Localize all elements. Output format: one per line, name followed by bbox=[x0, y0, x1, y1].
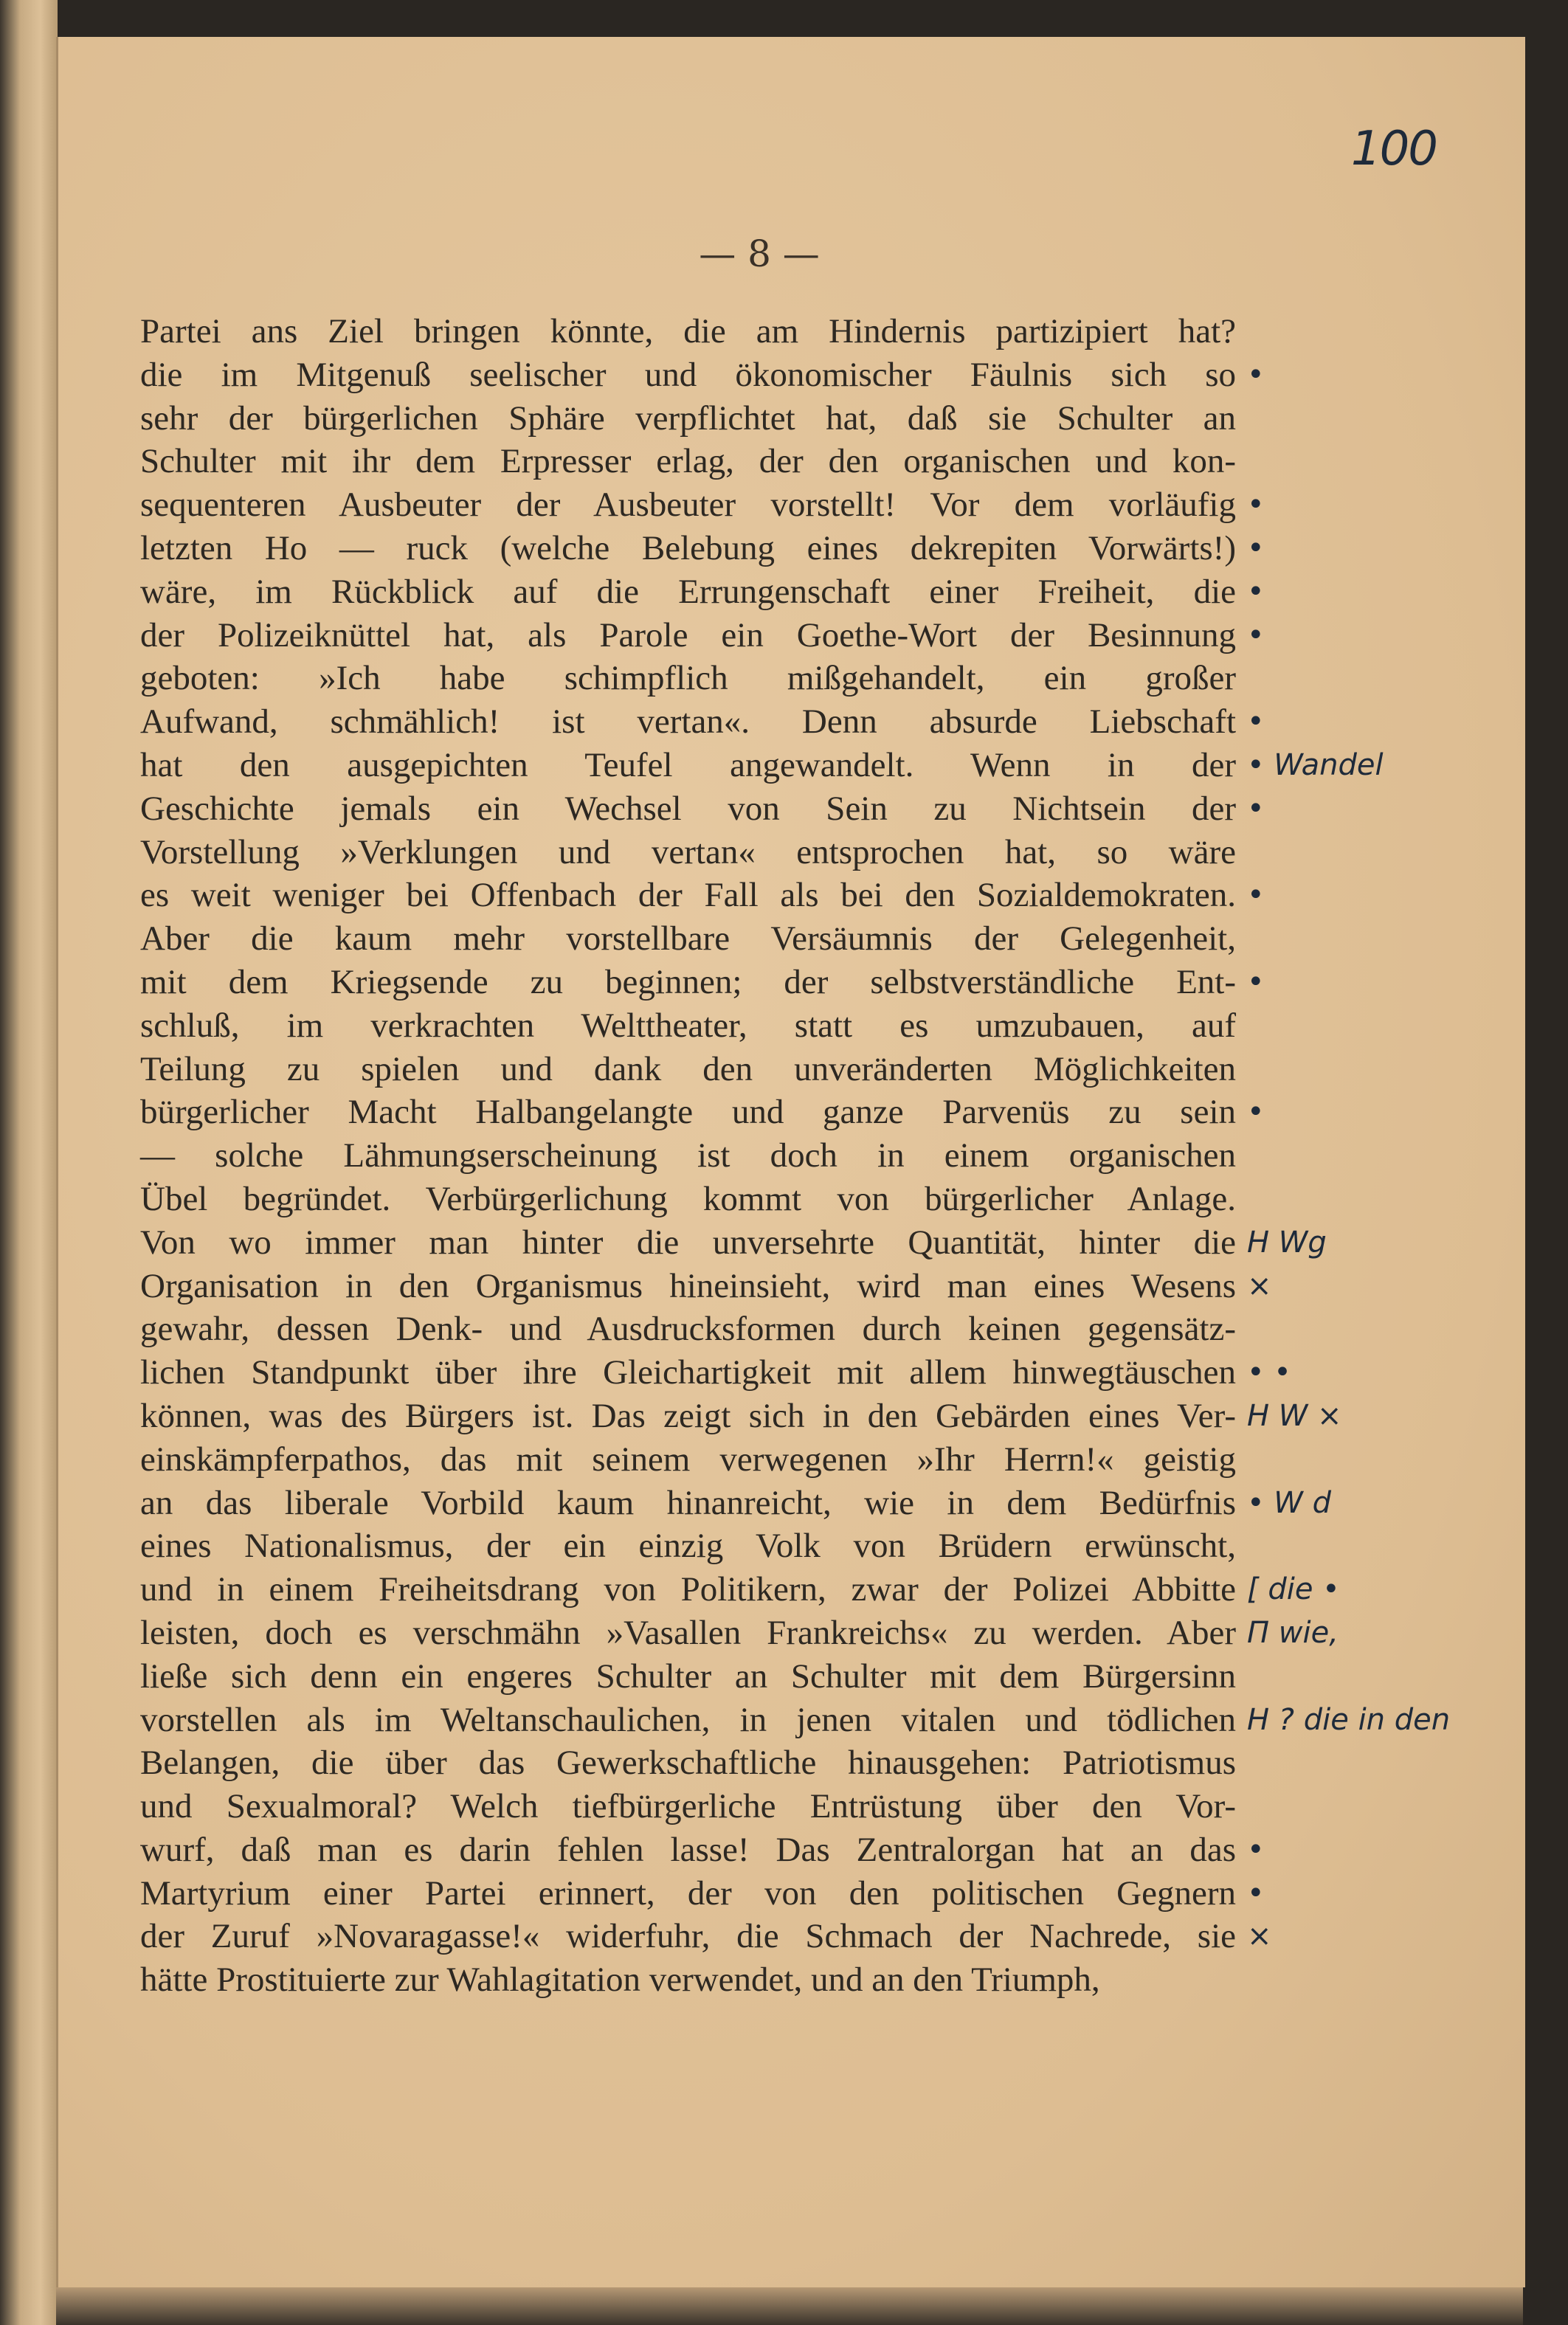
text-line: vorstellen als im Weltanschaulichen, in jenen vitalen und tödlichen bbox=[140, 1700, 1236, 1739]
margin-note bbox=[1247, 657, 1468, 700]
margin-note bbox=[1247, 1134, 1468, 1178]
text-line: der Polizeiknüttel hat, als Parole ein Goethe-Wort der Besinnung bbox=[140, 615, 1236, 654]
margin-note: • bbox=[1247, 964, 1265, 999]
text-line: Übel begründet. Verbürgerlichung kommt von bürgerlicher Anlage. bbox=[140, 1179, 1236, 1218]
margin-note: • bbox=[1247, 791, 1265, 826]
text-line: ließe sich denn ein engeres Schulter an Schulter mit dem Bürgersinn bbox=[140, 1656, 1236, 1696]
margin-note: H ? die in den bbox=[1247, 1702, 1451, 1737]
text-line: lichen Standpunkt über ihre Gleichartigkeit mit allem hinwegtäuschen bbox=[140, 1353, 1236, 1392]
text-line: Vorstellung »Verklungen und vertan« entsprochen hat, so wäre bbox=[140, 832, 1236, 871]
text-line: eines Nationalismus, der ein einzig Volk von Brüdern erwünscht, bbox=[140, 1527, 1236, 1566]
margin-note: × bbox=[1247, 1919, 1272, 1954]
margin-note: H W × bbox=[1247, 1398, 1342, 1433]
text-line: Belangen, die über das Gewerkschaftliche hinausgehen: Patriotismus bbox=[140, 1744, 1236, 1783]
margin-note: • bbox=[1247, 1095, 1265, 1130]
margin-note: H Wg bbox=[1247, 1225, 1327, 1260]
book-spine bbox=[0, 0, 58, 2325]
margin-note: • bbox=[1247, 574, 1265, 609]
margin-note bbox=[1247, 1785, 1468, 1828]
margin-note bbox=[1247, 397, 1468, 441]
text-line: Teilung zu spielen und dank den unveränderten Möglichkeiten bbox=[140, 1049, 1236, 1088]
text-line: Aufwand, schmählich! ist vertan«. Denn absurde Liebschaft bbox=[140, 702, 1236, 742]
text-line: — solche Lähmungserscheinung ist doch in einem organischen bbox=[140, 1136, 1236, 1175]
margin-note bbox=[1247, 1655, 1468, 1699]
margin-note: • bbox=[1247, 878, 1265, 913]
margin-note: • Wandel bbox=[1247, 747, 1384, 782]
margin-note: • bbox=[1247, 488, 1265, 522]
text-line: sehr der bürgerlichen Sphäre verpflichtet hat, daß sie Schulter an bbox=[140, 398, 1236, 438]
text-line: wäre, im Rückblick auf die Errungenschaft einer Freiheit, die bbox=[140, 572, 1236, 611]
text-line: und Sexualmoral? Welch tiefbürgerliche Entrüstung über den Vor- bbox=[140, 1787, 1236, 1826]
body-text bbox=[140, 310, 1236, 2002]
text-line: und in einem Freiheitsdrang von Politikern, zwar der Polizei Abbitte bbox=[140, 1570, 1236, 1609]
margin-note: • bbox=[1247, 531, 1265, 565]
text-line: geboten: »Ich habe schimpflich mißgehandelt, ein großer bbox=[140, 659, 1236, 698]
text-line: wurf, daß man es darin fehlen lasse! Das Zentralorgan hat an das bbox=[140, 1830, 1236, 1869]
margin-note bbox=[1247, 1048, 1468, 1091]
text-line: Martyrium einer Partei erinnert, der von den politischen Gegnern bbox=[140, 1873, 1236, 1913]
text-line: leisten, doch es verschmähn »Vasallen Frankreichs« zu werden. Aber bbox=[140, 1613, 1236, 1652]
text-line: die im Mitgenuß seelischer und ökonomischer Fäulnis sich so bbox=[140, 355, 1236, 394]
text-line: es weit weniger bei Offenbach der Fall als bei den Sozialdemokraten. bbox=[140, 876, 1236, 915]
text-line: der Zuruf »Novaragasse!« widerfuhr, die Schmach der Nachrede, sie bbox=[140, 1917, 1236, 1956]
text-line: können, was des Bürgers ist. Das zeigt sich in den Gebärden eines Ver- bbox=[140, 1396, 1236, 1435]
text-line: bürgerlicher Macht Halbangelangte und ganze Parvenüs zu sein bbox=[140, 1093, 1236, 1132]
text-line: Partei ans Ziel bringen könnte, die am Hindernis partizipiert hat? bbox=[140, 312, 1236, 350]
handwritten-folio-number: 100 bbox=[1350, 122, 1437, 176]
text-line: Organisation in den Organismus hineinsieht, wird man eines Wesens bbox=[140, 1266, 1236, 1305]
margin-note bbox=[1247, 1958, 1468, 2002]
margin-note: • • bbox=[1247, 1355, 1291, 1390]
margin-note: • bbox=[1247, 1876, 1265, 1910]
margin-note bbox=[1247, 1178, 1468, 1221]
margin-note bbox=[1247, 1004, 1468, 1048]
text-line: Geschichte jemals ein Wechsel von Sein zu Nichtsein der bbox=[140, 789, 1236, 828]
text-line: letzten Ho — ruck (welche Belebung eines dekrepiten Vorwärts!) bbox=[140, 528, 1236, 567]
text-line: an das liberale Vorbild kaum hinanreicht, wie in dem Bedürfnis bbox=[140, 1483, 1236, 1522]
margin-note bbox=[1247, 1438, 1468, 1482]
margin-note bbox=[1247, 917, 1468, 961]
text-line: Von wo immer man hinter die unversehrte Quantität, hinter die bbox=[140, 1223, 1236, 1262]
text-line: sequenteren Ausbeuter der Ausbeuter vorstellt! Vor dem vorläufig bbox=[140, 486, 1236, 525]
margin-note: [ die • bbox=[1247, 1572, 1340, 1607]
margin-note: • bbox=[1247, 357, 1265, 392]
margin-note bbox=[1247, 1524, 1468, 1568]
text-line: schluß, im verkrachten Welttheater, statt es umzubauen, auf bbox=[140, 1006, 1236, 1045]
page-bottom-edge bbox=[56, 2287, 1523, 2325]
text-line: gewahr, dessen Denk- und Ausdrucksformen durch keinen gegensätz- bbox=[140, 1310, 1236, 1349]
margin-note: × bbox=[1247, 1268, 1272, 1303]
margin-note: • W d bbox=[1247, 1485, 1331, 1520]
margin-note bbox=[1247, 831, 1468, 874]
margin-note: • bbox=[1247, 1832, 1265, 1867]
margin-note: • bbox=[1247, 618, 1265, 652]
text-line: einskämpferpathos, das mit seinem verwegenen »Ihr Herrn!« geistig bbox=[140, 1440, 1236, 1479]
margin-note: • bbox=[1247, 705, 1265, 739]
text-line: hat den ausgepichten Teufel angewandelt. Wenn in der bbox=[140, 745, 1236, 784]
page-number: — 8 — bbox=[699, 232, 820, 275]
margin-note bbox=[1247, 310, 1468, 353]
margin-note bbox=[1247, 1741, 1468, 1785]
margin-note bbox=[1247, 440, 1468, 483]
margin-annotations bbox=[1247, 310, 1468, 2002]
text-line: hätte Prostituierte zur Wahlagitation verwendet, und an den Triumph, bbox=[140, 1960, 1100, 2000]
text-line: mit dem Kriegsende zu beginnen; der selbstverständliche Ent- bbox=[140, 962, 1236, 1001]
margin-note bbox=[1247, 1307, 1468, 1351]
margin-note: Π wie, bbox=[1247, 1615, 1339, 1650]
text-line: Aber die kaum mehr vorstellbare Versäumnis der Gelegenheit, bbox=[140, 919, 1236, 958]
text-line: Schulter mit ihr dem Erpresser erlag, der den organischen und kon- bbox=[140, 442, 1236, 481]
